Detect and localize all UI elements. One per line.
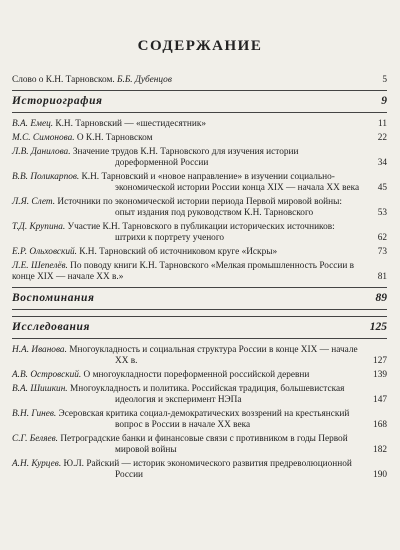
entry-author: Т.Д. Крупина. (12, 222, 66, 232)
section-heading (12, 320, 387, 334)
toc-entry (12, 197, 387, 219)
entry-author: В.А. Шишкин. (12, 384, 68, 394)
entry-author: Л.В. Данилова. (12, 147, 71, 157)
entry-author: М.С. Симонова. (12, 133, 75, 143)
toc-entry (12, 147, 387, 169)
table-of-contents (12, 75, 387, 481)
page-number: 53 (377, 208, 387, 218)
entry-title: К.Н. Тарновский и «новое направление» в изучении социально-экономической истории России конца XIX — начала XX века (79, 172, 360, 193)
entry-author: В.Н. Гинев. (12, 409, 57, 419)
section-heading (12, 94, 387, 108)
entry-title: Ю.Л. Райский — историк экономического развития предреволюционной России (61, 459, 352, 480)
toc-entry (12, 133, 387, 144)
entry-title: Многоукладность и социальная структура России в конце XIX — начале XX в. (66, 345, 358, 366)
toc-entry (12, 222, 387, 244)
entry-author: В.В. Поликарпов. (12, 172, 80, 182)
page-number: 5 (382, 75, 387, 85)
section-title: Исследования (12, 321, 91, 333)
divider (12, 316, 387, 317)
entry-author: Б.Б. Дубенцов (117, 75, 172, 85)
entry-author: Н.А. Иванова. (12, 345, 67, 355)
divider (12, 309, 387, 310)
page-number: 182 (373, 445, 387, 455)
entry-title: Участие К.Н. Тарновского в публикации исторических источников: штрихи к портрету ученого (65, 222, 335, 243)
page-title: СОДЕРЖАНИЕ (137, 38, 263, 54)
page-number: 62 (377, 233, 387, 243)
entry-author: А.Н. Курцев. (12, 459, 62, 469)
entry-title: О многоукладности пореформенной российской деревни (81, 370, 310, 380)
entry-title: Слово о К.Н. Тарновском. (12, 75, 118, 85)
page-number: 168 (373, 420, 387, 430)
entry-author: Л.Я. Слет. (12, 197, 56, 207)
toc-entry (12, 409, 387, 431)
toc-entry (12, 370, 387, 381)
entry-title: Источники по экономической истории периода Первой мировой войны: опыт издания под руководством К.Н. Тарновского (55, 197, 342, 218)
page-number: 34 (377, 158, 387, 168)
entry-author: Л.Е. Шепелёв. (12, 261, 68, 271)
page-number: 190 (373, 470, 387, 480)
toc-entry (12, 75, 387, 86)
divider (12, 112, 387, 113)
entry-title: О К.Н. Тарновском (74, 133, 153, 143)
page-number: 89 (375, 292, 387, 304)
page-number: 22 (377, 133, 387, 143)
toc-entry (12, 261, 387, 283)
entry-title: Значение трудов К.Н. Тарновского для изучения истории дореформенной России (70, 147, 299, 168)
entry-author: А.В. Островский. (12, 370, 82, 380)
section-heading (12, 291, 387, 305)
entry-title: Эсеровская критика социал-демократических воззрений на крестьянский вопрос в России в начале XX века (56, 409, 350, 430)
section-title: Воспоминания (12, 292, 95, 304)
page-number: 11 (378, 119, 387, 129)
divider (12, 287, 387, 288)
page-number: 127 (373, 356, 387, 366)
entry-author: В.А. Емец. (12, 119, 54, 129)
page-number: 147 (373, 395, 387, 405)
page-number: 73 (377, 247, 387, 257)
entry-title: Петроградские банки и финансовые связи с противником в годы Первой мировой войны (58, 434, 348, 455)
entry-author: Е.Р. Ольховский. (12, 247, 77, 257)
page-number: 125 (369, 321, 387, 333)
entry-title: К.Н. Тарновский — «шестидесятник» (53, 119, 206, 129)
toc-entry (12, 247, 387, 258)
toc-entry (12, 434, 387, 456)
entry-author: С.Г. Беляев. (12, 434, 59, 444)
entry-title: К.Н. Тарновский об источниковом круге «Искры» (76, 247, 278, 257)
section-title: Историография (12, 95, 103, 107)
divider (12, 90, 387, 91)
toc-entry (12, 172, 387, 194)
divider (12, 338, 387, 339)
page-number: 139 (373, 370, 387, 380)
entry-title: По поводу книги К.Н. Тарновского «Мелкая промышленность России в конце XIX — начале XX в.» (12, 261, 355, 282)
page-number: 45 (377, 183, 387, 193)
page-number: 81 (377, 272, 387, 282)
page-number: 9 (381, 95, 387, 107)
toc-entry (12, 384, 387, 406)
entry-title: Многоукладность и политика. Российская традиция, большевистская идеология и эксперимент НЭПа (67, 384, 345, 405)
toc-entry (12, 119, 387, 130)
toc-entry (12, 459, 387, 481)
toc-entry (12, 345, 387, 367)
